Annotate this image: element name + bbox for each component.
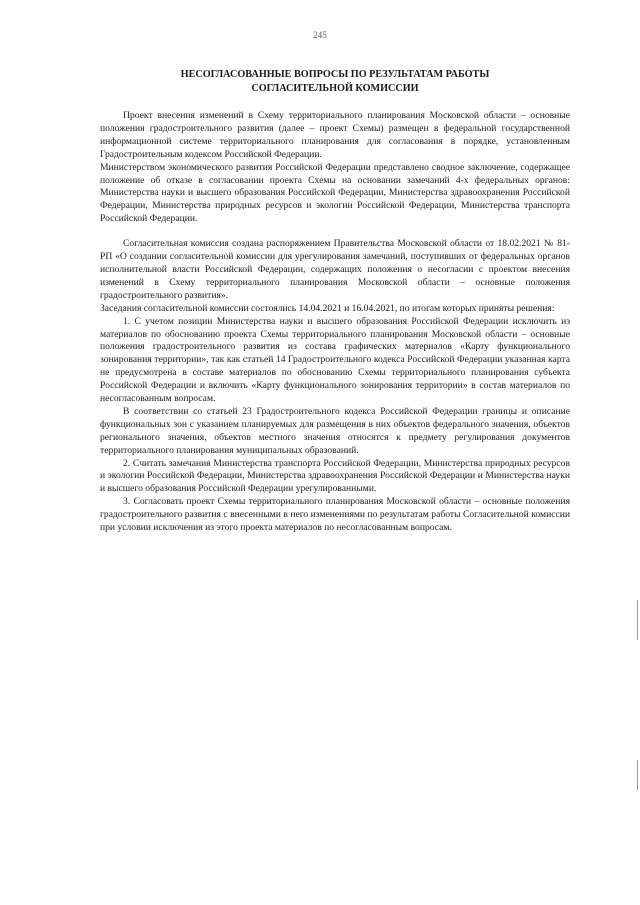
document-body	[100, 110, 570, 535]
paragraph-decision-1: 1. С учетом позиции Министерства науки и высшего образования Российской Федерации исключить из материалов по обоснованию проекта Схемы территориального планирования Московской области – основные положения градостроительного развития из состава графических материалов «Карту функционального зонирования территории», так как статьей 14 Градостроительного кодекса Российской Федерации указанная карта не предусмотрена в составе материалов по обоснованию Схемы территориального планирования субъекта Российской Федерации и включить «Карту функционального зонирования территории» в состав материалов по несогласованным вопросам.	[100, 315, 570, 405]
paragraph-commission-created: Согласительная комиссия создана распоряжением Правительства Московской области от 18.02.2021 № 81-РП «О создании согласительной комиссии для урегулирования замечаний, поступивших от федеральных органов исполнительной власти Российской Федерации, содержащих положения о несогласии с проектом внесения изменений в Схему территориального планирования Московской области – основные положения градостроительного развития».	[100, 238, 570, 301]
paragraph-decision-2: 2. Считать замечания Министерства транспорта Российской Федерации, Министерства природных ресурсов и экологии Российской Федерации, Министерства здравоохранения Российской Федерации и Министерства науки и высшего образования Российской Федерации урегулированными.	[100, 457, 570, 495]
page-number: 245	[313, 30, 327, 40]
paragraph-intro: Проект внесения изменений в Схему территориального планирования Московской области – основные положения градостроительного развития (далее – проект Схемы) размещен в федеральной государственной информационной системе территориального планирования для согласования в порядке, установленным Градостроительным кодексом Российской Федерации.	[100, 110, 570, 160]
title-line-2: СОГЛАСИТЕЛЬНОЙ КОМИССИИ	[251, 83, 419, 94]
scan-edge-mark	[637, 760, 638, 790]
paragraph-article-23: В соответствии со статьей 23 Градостроительного кодекса Российской Федерации границы и описание функциональных зон с указанием планируемых для размещения в них объектов федерального значения, объектов регионального значения, объектов местного значения относятся к предмету регулирования документов территориального планирования муниципальных образований.	[100, 405, 570, 456]
paragraph-ministry-conclusion: Министерством экономического развития Российской Федерации представлено сводное заключение, содержащее положение об отказе в согласовании проекта Схемы на основании замечаний 4-х федеральных органов: Министерства науки и высшего образования Российской Федерации, Министерства здравоохранения Российской Федерации, Министерства природных ресурсов и экологии Российской Федерации, Министерства транспорта Российской Федерации.	[100, 161, 570, 225]
scan-edge-mark	[637, 600, 638, 640]
paragraph-sessions: Заседания согласительной комиссии состоялись 14.04.2021 и 16.04.2021, по итогам которых приняты решения:	[100, 302, 555, 314]
paragraph-decision-3: 3. Согласовать проект Схемы территориального планирования Московской области – основные положения градостроительного развития с внесенными в него изменениями по результатам работы Согласительной комиссии при условии исключения из этого проекта материалов по несогласованным вопросам.	[100, 496, 570, 534]
document-title	[100, 68, 570, 96]
title-line-1: НЕСОГЛАСОВАННЫЕ ВОПРОСЫ ПО РЕЗУЛЬТАТАМ РАБОТЫ	[180, 69, 490, 80]
